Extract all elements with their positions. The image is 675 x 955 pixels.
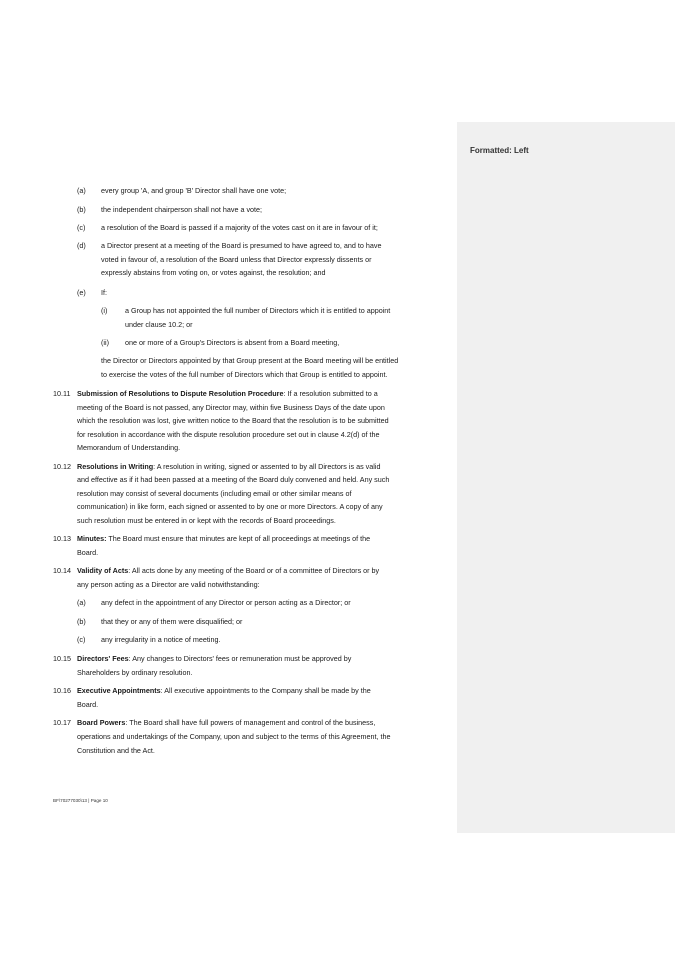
subitem-text: under clause 10.2; or	[125, 320, 193, 329]
clause-heading: Validity of Acts	[77, 566, 129, 575]
item-text: any defect in the appointment of any Director or person acting as a Director; or	[101, 598, 351, 607]
clause-text: such resolution must be entered in or kept with the records of Board proceedings.	[77, 516, 336, 525]
item-label: (c)	[77, 635, 86, 644]
clause-number: 10.13	[53, 534, 71, 543]
item-text: any irregularity in a notice of meeting.	[101, 635, 221, 644]
clause-text: : All executive appointments to the Company shall be made by the	[160, 686, 371, 695]
item-label: (c)	[77, 223, 86, 232]
clause-heading: Submission of Resolutions to Dispute Resolution Procedure	[77, 389, 284, 398]
clause-text: any person acting as a Director are valid notwithstanding:	[77, 580, 260, 589]
clause-text: and effective as if it had been passed at a meeting of the Board duly convened and held. Any such	[77, 475, 390, 484]
page-footer: BF\70277030\13 | Page 10	[53, 798, 108, 803]
clause-text: : The Board shall have full powers of management and control of the business,	[125, 718, 376, 727]
clause-first-line	[77, 389, 378, 398]
clause-text: The Board must ensure that minutes are kept of all proceedings at meetings of the	[106, 534, 371, 543]
clause-number: 10.12	[53, 462, 71, 471]
clause-text: Memorandum of Understanding.	[77, 443, 181, 452]
item-label: (b)	[77, 205, 86, 214]
clause-number: 10.14	[53, 566, 71, 575]
clause-first-line	[77, 686, 371, 695]
item-text: expressly abstains from voting on, or votes against, the resolution; and	[101, 268, 326, 277]
item-text: a resolution of the Board is passed if a majority of the votes cast on it are in favour of it;	[101, 223, 378, 232]
clause-first-line	[77, 718, 375, 727]
item-label: (a)	[77, 598, 86, 607]
clause-text: : A resolution in writing, signed or assented to by all Directors is as valid	[153, 462, 381, 471]
e-tail-text: the Director or Directors appointed by that Group present at the Board meeting will be entitled	[101, 356, 399, 365]
comment-pane	[457, 122, 675, 833]
clause-first-line	[77, 566, 379, 575]
subitem-label: (i)	[101, 306, 108, 315]
clause-number: 10.17	[53, 718, 71, 727]
clause-heading: Board Powers	[77, 718, 126, 727]
clause-heading: Executive Appointments	[77, 686, 161, 695]
clause-heading: Directors' Fees	[77, 654, 129, 663]
clause-first-line	[77, 462, 380, 471]
clause-first-line	[77, 534, 370, 543]
item-text: that they or any of them were disqualified; or	[101, 617, 243, 626]
clause-text: communication) in like form, each signed or assented to by one or more Directors. A copy of any	[77, 502, 383, 511]
clause-first-line	[77, 654, 351, 663]
clause-text: : All acts done by any meeting of the Board or of a committee of Directors or by	[128, 566, 380, 575]
subitem-text: one or more of a Group's Directors is absent from a Board meeting,	[125, 338, 340, 347]
clause-text: Shareholders by ordinary resolution.	[77, 668, 193, 677]
clause-text: : If a resolution submitted to a	[283, 389, 378, 398]
item-text: a Director present at a meeting of the Board is presumed to have agreed to, and to have	[101, 241, 382, 250]
clause-text: operations and undertakings of the Company, upon and subject to the terms of this Agreement, the	[77, 732, 391, 741]
clause-number: 10.15	[53, 654, 71, 663]
item-label: (a)	[77, 186, 86, 195]
item-text: If:	[101, 288, 107, 297]
clause-heading: Minutes:	[77, 534, 107, 543]
comment-heading: Formatted: Left	[470, 146, 529, 155]
subitem-label: (ii)	[101, 338, 109, 347]
clause-number: 10.16	[53, 686, 71, 695]
clause-text: Board.	[77, 700, 99, 709]
item-text: voted in favour of, a resolution of the Board unless that Director expressly dissents or	[101, 255, 372, 264]
clause-text: which the resolution was lost, give written notice to the Board that the resolution is to be submitted	[77, 416, 389, 425]
clause-text: meeting of the Board is not passed, any Director may, within five Business Days of the date upon	[77, 403, 385, 412]
clause-text: for resolution in accordance with the dispute resolution procedure set out in clause 4.2(d) of the	[77, 430, 380, 439]
clause-text: Constitution and the Act.	[77, 746, 155, 755]
subitem-text: a Group has not appointed the full number of Directors which it is entitled to appoint	[125, 306, 391, 315]
e-tail-text: to exercise the votes of the full number of Directors which that Group is entitled to appoint.	[101, 370, 388, 379]
item-label: (d)	[77, 241, 86, 250]
item-label: (e)	[77, 288, 86, 297]
item-text: every group 'A, and group 'B' Director shall have one vote;	[101, 186, 287, 195]
clause-text: Board.	[77, 548, 99, 557]
clause-text: : Any changes to Directors' fees or remuneration must be approved by	[128, 654, 352, 663]
clause-number: 10.11	[53, 389, 71, 398]
item-text: the independent chairperson shall not have a vote;	[101, 205, 263, 214]
item-label: (b)	[77, 617, 86, 626]
clause-heading: Resolutions in Writing	[77, 462, 154, 471]
clause-text: resolution may consist of several documents (including email or other similar means of	[77, 489, 352, 498]
